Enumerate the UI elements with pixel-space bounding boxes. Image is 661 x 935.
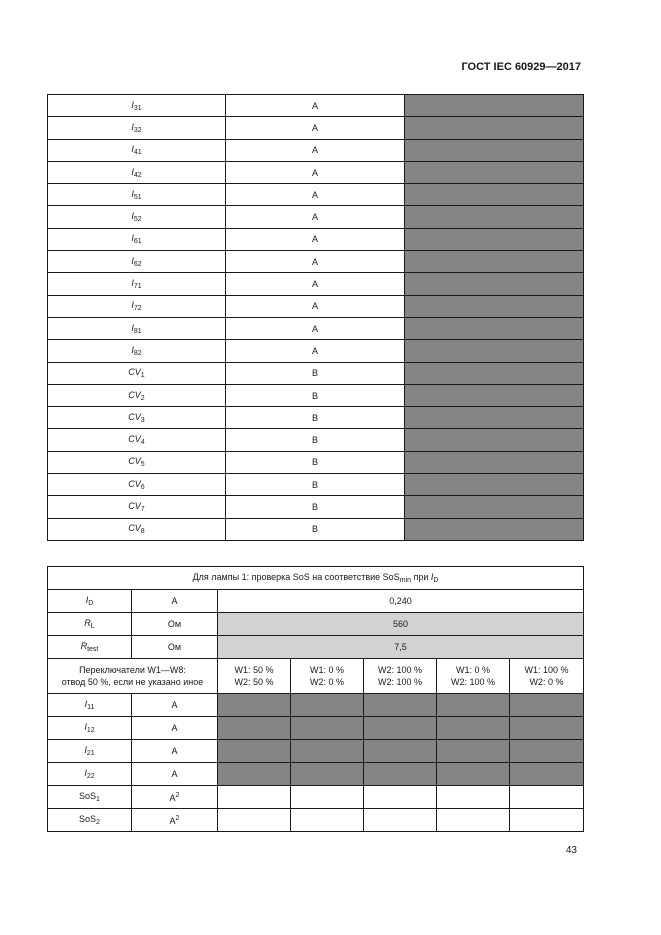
table-row	[48, 407, 584, 429]
shaded-cell	[405, 139, 584, 161]
rtest-value-cell: 7,5	[218, 636, 584, 659]
symbol-cell	[48, 809, 132, 832]
symbol-sub: 31	[133, 104, 142, 112]
symbol: I	[131, 121, 134, 132]
table-row	[48, 340, 584, 362]
symbol-sub: 4	[140, 439, 145, 447]
id-sub: D	[88, 600, 94, 607]
symbol-cell	[48, 228, 226, 250]
symbol: I	[131, 300, 134, 311]
empty-cell	[437, 809, 510, 832]
symbol-cell	[48, 496, 226, 518]
symbol-sub: 8	[140, 528, 145, 536]
symbol-sub: 41	[133, 149, 142, 157]
unit-cell: A	[226, 273, 405, 295]
symbol-sub: 21	[86, 750, 95, 757]
current-row	[48, 763, 584, 786]
switch-label-cell	[48, 659, 218, 694]
empty-cell	[510, 809, 584, 832]
symbol-cell	[48, 295, 226, 317]
symbol: I	[131, 188, 134, 199]
symbol-sub: 51	[133, 193, 142, 201]
title-text: Для лампы 1: проверка SoS на соответствие SoS	[192, 572, 400, 582]
symbol-sub: 6	[140, 483, 145, 491]
rl-row	[48, 613, 584, 636]
symbol-sub: 22	[86, 773, 95, 780]
unit-cell: A	[226, 251, 405, 273]
unit-cell: В	[226, 451, 405, 473]
shaded-cell	[405, 496, 584, 518]
unit-cell: A	[226, 161, 405, 183]
table-row	[48, 95, 584, 117]
sos-table-title	[48, 567, 584, 590]
unit-cell: В	[226, 362, 405, 384]
symbol: I	[131, 99, 134, 110]
symbol: I	[131, 144, 134, 155]
symbol-sub: 1	[96, 796, 100, 803]
table-row	[48, 139, 584, 161]
symbol-cell	[48, 694, 132, 717]
symbol-sub: 1	[140, 372, 145, 380]
symbol-sub: 3	[140, 416, 145, 424]
empty-cell	[364, 786, 437, 809]
current-row	[48, 740, 584, 763]
unit-cell: A	[226, 139, 405, 161]
sos-table-title-row	[48, 567, 584, 590]
unit-cell: A	[132, 694, 218, 717]
symbol-sub: 2	[140, 394, 145, 402]
shaded-cell	[405, 95, 584, 117]
switch-row	[48, 659, 584, 694]
unit-cell: A	[226, 340, 405, 362]
document-header: ГОСТ IEC 60929—2017	[461, 61, 581, 73]
symbol-cell	[48, 518, 226, 540]
rl-symbol-cell	[48, 613, 132, 636]
switch-label-line1: Переключатели W1—W8:	[79, 665, 186, 675]
shaded-cell	[291, 717, 364, 740]
sos-row	[48, 786, 584, 809]
rl-unit-cell: Ом	[132, 613, 218, 636]
symbol-cell	[48, 474, 226, 496]
shaded-cell	[291, 694, 364, 717]
unit-cell: В	[226, 518, 405, 540]
table-row	[48, 228, 584, 250]
empty-cell	[510, 786, 584, 809]
shaded-cell	[437, 694, 510, 717]
shaded-cell	[405, 407, 584, 429]
symbol-cell	[48, 251, 226, 273]
symbol-cell	[48, 763, 132, 786]
symbol-sub: 52	[133, 216, 142, 224]
unit-cell: A	[132, 717, 218, 740]
symbol-cell	[48, 451, 226, 473]
table-row	[48, 117, 584, 139]
shaded-cell	[405, 451, 584, 473]
switch-setting-cell	[510, 659, 584, 694]
shaded-cell	[405, 206, 584, 228]
symbol: CV	[128, 389, 141, 400]
table-row	[48, 451, 584, 473]
unit-cell	[132, 786, 218, 809]
shaded-cell	[291, 763, 364, 786]
shaded-cell	[405, 317, 584, 339]
switch-setting-cell	[364, 659, 437, 694]
symbol: CV	[128, 411, 141, 422]
id-unit-cell: A	[132, 590, 218, 613]
shaded-cell	[218, 717, 291, 740]
current-row	[48, 694, 584, 717]
switch-setting-line1: W1: 100 %	[524, 665, 569, 675]
unit-cell: В	[226, 496, 405, 518]
title-sub: min	[399, 577, 411, 584]
shaded-cell	[364, 740, 437, 763]
shaded-cell	[510, 717, 584, 740]
shaded-cell	[405, 340, 584, 362]
shaded-cell	[405, 362, 584, 384]
shaded-cell	[510, 694, 584, 717]
table-row	[48, 518, 584, 540]
symbol-cell	[48, 786, 132, 809]
table-row	[48, 429, 584, 451]
empty-cell	[364, 809, 437, 832]
symbol-sub: 11	[87, 704, 95, 711]
table-row	[48, 362, 584, 384]
switch-setting-line2: W2: 0 %	[529, 677, 564, 687]
switch-setting-cell	[218, 659, 291, 694]
symbol-cell	[48, 206, 226, 228]
symbol: I	[131, 211, 134, 222]
measurement-table-upper	[47, 94, 584, 541]
switch-setting-line2: W2: 0 %	[309, 677, 344, 687]
symbol-cell	[48, 429, 226, 451]
shaded-cell	[364, 763, 437, 786]
shaded-cell	[405, 273, 584, 295]
unit: A	[169, 815, 176, 826]
symbol-sub: 42	[133, 171, 142, 179]
unit-cell: A	[226, 184, 405, 206]
symbol-cell	[48, 117, 226, 139]
symbol-cell	[48, 384, 226, 406]
switch-setting-line1: W1: 0 %	[309, 665, 344, 675]
symbol-sub: 82	[133, 349, 142, 357]
shaded-cell	[405, 184, 584, 206]
id-symbol-cell	[48, 590, 132, 613]
symbol: SoS	[79, 791, 97, 801]
symbol: I	[131, 166, 134, 177]
empty-cell	[291, 786, 364, 809]
id-value-cell: 0,240	[218, 590, 584, 613]
switch-setting-line2: W2: 100 %	[377, 677, 423, 687]
symbol-cell	[48, 95, 226, 117]
shaded-cell	[405, 251, 584, 273]
symbol-sub: 62	[133, 260, 142, 268]
table-row	[48, 273, 584, 295]
symbol-cell	[48, 161, 226, 183]
shaded-cell	[405, 161, 584, 183]
symbol: I	[131, 278, 134, 289]
table-row	[48, 161, 584, 183]
symbol-sub: 7	[140, 505, 145, 513]
symbol: CV	[128, 478, 141, 489]
unit-cell: A	[226, 228, 405, 250]
symbol-cell	[48, 317, 226, 339]
unit-cell: A	[226, 206, 405, 228]
symbol: I	[84, 699, 88, 709]
title-symbol: I	[430, 572, 434, 582]
rtest-symbol: R	[80, 641, 88, 651]
symbol: CV	[128, 500, 141, 511]
symbol-sub: 72	[133, 305, 142, 313]
table-row	[48, 206, 584, 228]
symbol-cell	[48, 362, 226, 384]
symbol-cell	[48, 139, 226, 161]
symbol-sub: 61	[133, 238, 142, 246]
symbol: SoS	[79, 814, 97, 824]
switch-label-line2: отвод 50 %, если не указано иное	[61, 677, 204, 687]
unit-cell: В	[226, 474, 405, 496]
symbol-sub: 71	[133, 283, 142, 291]
shaded-cell	[364, 694, 437, 717]
shaded-cell	[437, 717, 510, 740]
switch-setting-cell	[291, 659, 364, 694]
table-row	[48, 384, 584, 406]
shaded-cell	[291, 740, 364, 763]
symbol-cell	[48, 717, 132, 740]
shaded-cell	[405, 384, 584, 406]
symbol: I	[84, 745, 87, 755]
switch-setting-line1: W1: 50 %	[234, 665, 274, 675]
shaded-cell	[218, 740, 291, 763]
title-mid: при	[410, 572, 431, 582]
shaded-cell	[437, 763, 510, 786]
shaded-cell	[510, 740, 584, 763]
unit-cell: A	[226, 295, 405, 317]
unit-sup: 2	[175, 814, 180, 822]
symbol-cell	[48, 273, 226, 295]
empty-cell	[437, 786, 510, 809]
switch-setting-line2: W2: 100 %	[450, 677, 496, 687]
table-row	[48, 496, 584, 518]
sos-row	[48, 809, 584, 832]
empty-cell	[218, 809, 291, 832]
symbol-sub: 2	[96, 819, 100, 826]
rtest-unit-cell: Ом	[132, 636, 218, 659]
symbol-cell	[48, 407, 226, 429]
shaded-cell	[405, 518, 584, 540]
title-symbol-sub: D	[433, 577, 439, 584]
switch-setting-cell	[437, 659, 510, 694]
symbol-sub: 12	[86, 727, 95, 734]
switch-setting-line2: W2: 50 %	[234, 677, 274, 687]
symbol: I	[131, 233, 134, 244]
unit-cell: A	[132, 763, 218, 786]
unit-cell: В	[226, 384, 405, 406]
symbol-sub: 32	[133, 126, 142, 134]
unit: A	[169, 792, 176, 803]
table-row	[48, 474, 584, 496]
shaded-cell	[218, 694, 291, 717]
rl-symbol: R	[84, 618, 91, 628]
shaded-cell	[405, 429, 584, 451]
unit-cell: A	[132, 740, 218, 763]
id-row	[48, 590, 584, 613]
symbol: CV	[128, 434, 141, 445]
rl-sub: L	[90, 623, 95, 630]
unit-cell: В	[226, 407, 405, 429]
symbol: I	[131, 255, 134, 266]
shaded-cell	[405, 474, 584, 496]
symbol-cell	[48, 740, 132, 763]
symbol: CV	[128, 456, 141, 467]
current-row	[48, 717, 584, 740]
shaded-cell	[218, 763, 291, 786]
switch-setting-line1: W1: 0 %	[455, 665, 490, 675]
empty-cell	[291, 809, 364, 832]
table-row	[48, 295, 584, 317]
unit-cell: В	[226, 429, 405, 451]
symbol-sub: 5	[140, 461, 145, 469]
unit-cell	[132, 809, 218, 832]
empty-cell	[218, 786, 291, 809]
shaded-cell	[437, 740, 510, 763]
shaded-cell	[405, 295, 584, 317]
shaded-cell	[510, 763, 584, 786]
id-symbol: I	[85, 595, 89, 605]
symbol-cell	[48, 340, 226, 362]
shaded-cell	[405, 117, 584, 139]
page-number: 43	[565, 845, 577, 856]
symbol: I	[131, 322, 134, 333]
shaded-cell	[405, 228, 584, 250]
rl-value-cell: 560	[218, 613, 584, 636]
symbol: CV	[128, 523, 141, 534]
unit-cell: A	[226, 317, 405, 339]
sos-check-table	[47, 566, 584, 832]
unit-sup: 2	[175, 791, 180, 799]
symbol: I	[131, 344, 134, 355]
table-row	[48, 184, 584, 206]
switch-setting-line1: W2: 100 %	[377, 665, 423, 675]
rtest-row	[48, 636, 584, 659]
symbol: CV	[128, 367, 141, 378]
unit-cell: A	[226, 117, 405, 139]
unit-cell: A	[226, 95, 405, 117]
symbol: I	[84, 722, 87, 732]
table-row	[48, 251, 584, 273]
symbol-cell	[48, 184, 226, 206]
rtest-sub: test	[87, 646, 99, 653]
rtest-symbol-cell	[48, 636, 132, 659]
symbol-sub: 81	[133, 327, 142, 335]
symbol: I	[84, 768, 87, 778]
table-row	[48, 317, 584, 339]
shaded-cell	[364, 717, 437, 740]
